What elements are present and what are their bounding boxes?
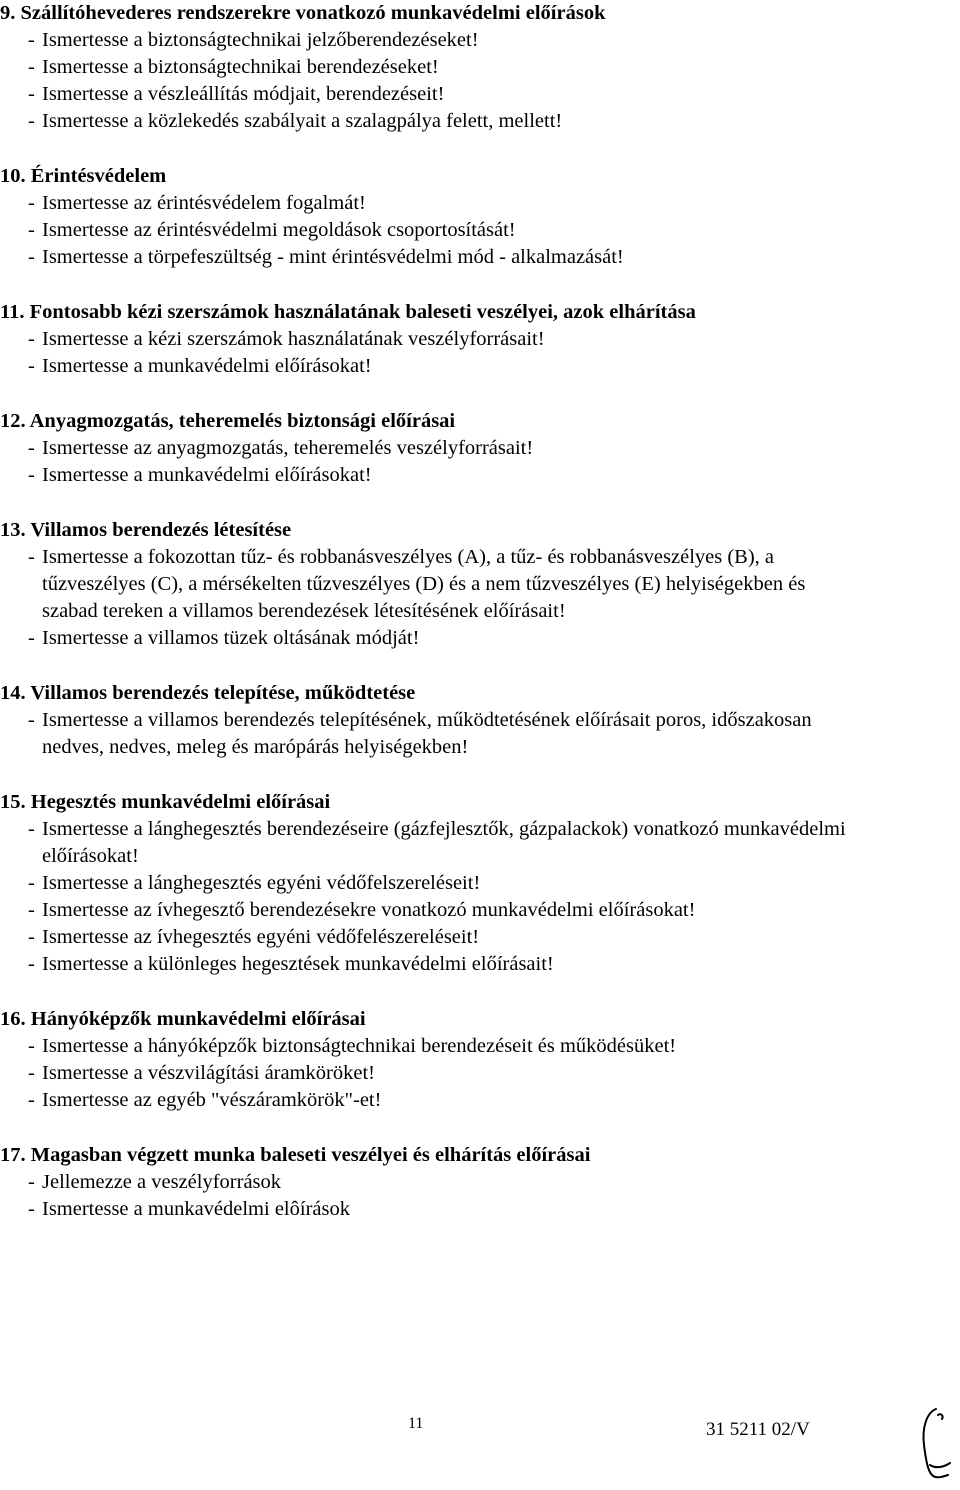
list-item-text: Ismertesse az egyéb "vészáramkörök"-et!: [42, 1089, 382, 1111]
list-item: [0, 897, 950, 924]
section-number: 12.: [0, 410, 26, 432]
list-item: [0, 625, 950, 652]
section-number: 11.: [0, 301, 25, 323]
list-marker: -: [28, 246, 35, 268]
list-marker: -: [28, 1171, 35, 1193]
list-item-text: Ismertesse a hányóképzők biztonságtechnikai berendezéseit és működésüket!: [42, 1035, 677, 1057]
list-item-text: Ismertesse a villamos tüzek oltásának módját!: [42, 627, 420, 649]
section-title: Szállítóhevederes rendszerekre vonatkozó munkavédelmi előírások: [20, 2, 606, 24]
list-item-text: Ismertesse a munkavédelmi előírásokat!: [42, 355, 372, 377]
list-marker: -: [28, 926, 35, 948]
list-marker: -: [28, 818, 35, 840]
list-marker: -: [28, 355, 35, 377]
list-item-text: Ismertesse az ívhegesztő berendezésekre vonatkozó munkavédelmi előírásokat!: [42, 899, 696, 921]
list-item-text: Ismertesse a munkavédelmi előírásokat!: [42, 464, 372, 486]
list-marker: -: [28, 899, 35, 921]
list-item: [0, 816, 950, 870]
list-marker: -: [28, 953, 35, 975]
section-12: [0, 408, 950, 489]
section-items: [0, 544, 950, 652]
list-marker: -: [28, 872, 35, 894]
list-item-text: Ismertesse a törpefeszültség - mint érintésvédelmi mód - alkalmazását!: [42, 246, 624, 268]
section-items: [0, 190, 950, 271]
section-title: Hegesztés munkavédelmi előírásai: [30, 791, 331, 813]
list-item: [0, 870, 950, 897]
section-13: [0, 517, 950, 652]
list-item-text: Ismertesse a vészvilágítási áramköröket!: [42, 1062, 375, 1084]
list-item: [0, 1033, 950, 1060]
section-items: [0, 1033, 950, 1114]
list-item-text: Ismertesse a közlekedés szabályait a szalagpálya felett, mellett!: [42, 110, 563, 132]
section-number: 10.: [0, 165, 26, 187]
document-code: 31 5211 02/V: [706, 1419, 810, 1440]
section-title: Fontosabb kézi szerszámok használatának baleseti veszélyei, azok elhárítása: [29, 301, 696, 323]
section-number: 17.: [0, 1144, 26, 1166]
list-item-text: Ismertesse az érintésvédelmi megoldások csoportosítását!: [42, 219, 516, 241]
section-9: [0, 0, 950, 135]
list-item: [0, 27, 950, 54]
list-marker: -: [28, 1198, 35, 1220]
section-14: [0, 680, 950, 761]
list-marker: -: [28, 29, 35, 51]
section-items: [0, 816, 950, 978]
list-item-text: Ismertesse a fokozottan tűz- és robbanásveszélyes (A), a tűz- és robbanásveszélyes (B), a tűzveszélyes (C), a mérsékelten tűzveszélyes (D) és a nem tűzveszélyes (E) helyiségekben és szabad tereken a villamos berendezések létesítésének előírásait!: [42, 546, 806, 622]
list-marker: -: [28, 328, 35, 350]
list-item: [0, 1169, 950, 1196]
list-item-text: Ismertesse a biztonságtechnikai jelzőberendezéseket!: [42, 29, 479, 51]
section-items: [0, 27, 950, 135]
section-items: [0, 435, 950, 489]
list-marker: -: [28, 56, 35, 78]
section-title: Magasban végzett munka baleseti veszélyei és elhárítás előírásai: [30, 1144, 591, 1166]
list-marker: -: [28, 192, 35, 214]
section-items: [0, 1169, 950, 1223]
section-heading: [0, 1006, 950, 1033]
list-item-text: Ismertesse a lánghegesztés egyéni védőfelszereléseit!: [42, 872, 481, 894]
list-item: [0, 951, 950, 978]
section-number: 14.: [0, 682, 26, 704]
list-item: [0, 81, 950, 108]
section-heading: [0, 408, 950, 435]
section-title: Érintésvédelem: [30, 165, 167, 187]
list-marker: -: [28, 464, 35, 486]
section-16: [0, 1006, 950, 1114]
list-item-text: Ismertesse a vészleállítás módjait, berendezéseit!: [42, 83, 445, 105]
section-heading: [0, 517, 950, 544]
section-heading: [0, 163, 950, 190]
list-item: [0, 707, 950, 761]
list-item: [0, 190, 950, 217]
list-marker: -: [28, 546, 35, 568]
section-15: [0, 789, 950, 978]
list-item: [0, 924, 950, 951]
section-heading: [0, 680, 950, 707]
list-item: [0, 544, 950, 625]
section-title: Villamos berendezés létesítése: [30, 519, 292, 541]
list-item: [0, 1196, 950, 1223]
section-title: Hányóképzők munkavédelmi előírásai: [30, 1008, 366, 1030]
section-heading: [0, 789, 950, 816]
list-item-text: Ismertesse a kézi szerszámok használatának veszélyforrásait!: [42, 328, 545, 350]
list-marker: -: [28, 219, 35, 241]
section-17: [0, 1142, 950, 1223]
section-10: [0, 163, 950, 271]
list-item: [0, 353, 950, 380]
list-item: [0, 462, 950, 489]
section-heading: [0, 0, 950, 27]
section-items: [0, 326, 950, 380]
list-marker: -: [28, 709, 35, 731]
section-number: 16.: [0, 1008, 26, 1030]
list-marker: -: [28, 627, 35, 649]
list-item: [0, 217, 950, 244]
list-item-text: Ismertesse a különleges hegesztések munkavédelmi előírásait!: [42, 953, 554, 975]
list-marker: -: [28, 1089, 35, 1111]
list-item-text: Ismertesse az anyagmozgatás, teheremelés veszélyforrásait!: [42, 437, 534, 459]
section-11: [0, 299, 950, 380]
list-marker: -: [28, 1035, 35, 1057]
list-item-text: Ismertesse az ívhegesztés egyéni védőfelészereléseit!: [42, 926, 480, 948]
list-item-text: Ismertesse a munkavédelmi elôírások: [42, 1198, 350, 1220]
section-title: Villamos berendezés telepítése, működtetése: [30, 682, 416, 704]
list-marker: -: [28, 83, 35, 105]
list-item: [0, 54, 950, 81]
section-heading: [0, 1142, 950, 1169]
list-item: [0, 326, 950, 353]
list-item: [0, 244, 950, 271]
list-item-text: Ismertesse a villamos berendezés telepítésének, működtetésének előírásait poros, időszakosan nedves, nedves, meleg és marópárás helyiségekben!: [42, 709, 812, 758]
page-number: 11: [408, 1415, 424, 1432]
section-number: 15.: [0, 791, 26, 813]
list-item-text: Jellemezze a veszélyforrások: [42, 1171, 282, 1193]
section-number: 9.: [0, 2, 16, 24]
section-number: 13.: [0, 519, 26, 541]
list-item: [0, 108, 950, 135]
section-heading: [0, 299, 950, 326]
list-marker: -: [28, 110, 35, 132]
list-item: [0, 435, 950, 462]
list-item: [0, 1087, 950, 1114]
section-items: [0, 707, 950, 761]
section-title: Anyagmozgatás, teheremelés biztonsági előírásai: [29, 410, 456, 432]
list-item-text: Ismertesse az érintésvédelem fogalmát!: [42, 192, 366, 214]
list-marker: -: [28, 437, 35, 459]
list-item: [0, 1060, 950, 1087]
signature-mark: [918, 1405, 954, 1483]
list-marker: -: [28, 1062, 35, 1084]
list-item-text: Ismertesse a lánghegesztés berendezéseire (gázfejlesztők, gázpalackok) vonatkozó munkavédelmi előírásokat!: [42, 818, 846, 867]
list-item-text: Ismertesse a biztonságtechnikai berendezéseket!: [42, 56, 439, 78]
